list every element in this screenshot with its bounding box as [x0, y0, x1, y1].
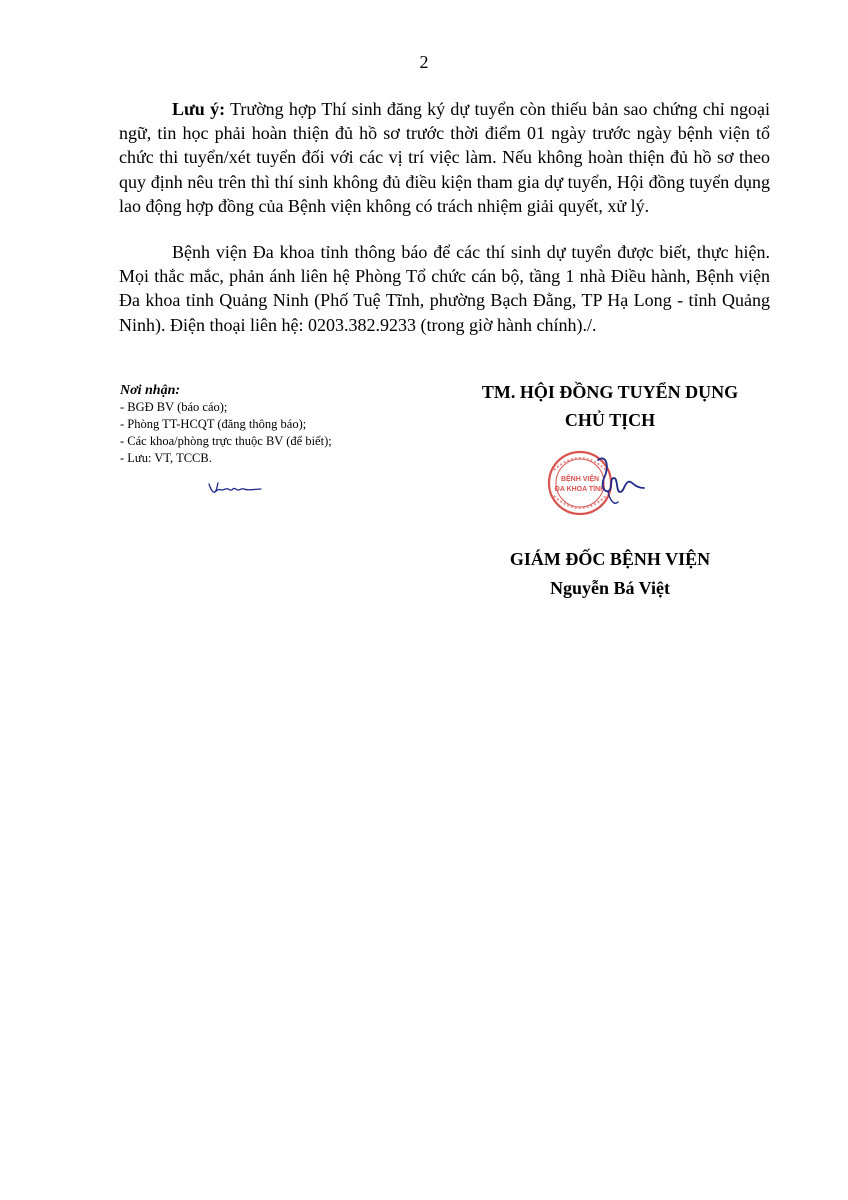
council-title: TM. HỘI ĐỒNG TUYỂN DỤNG — [481, 382, 739, 402]
initials-signature — [205, 478, 265, 503]
recipients-block — [120, 382, 420, 467]
svg-text:BỆNH VIỆN: BỆNH VIỆN — [560, 476, 600, 483]
chairman-title: CHỦ TỊCH — [564, 410, 656, 430]
note-label: Lưu ý: — [172, 99, 226, 119]
page-number: 2 — [419, 52, 429, 72]
signer-position: GIÁM ĐỐC BỆNH VIỆN — [509, 549, 711, 569]
contact-paragraph: Bệnh viện Đa khoa tỉnh thông báo để các thí sinh dự tuyển được biết, thực hiện. Mọi thắc mắc, phản ánh liên hệ Phòng Tổ chức cán bộ, tầng 1 nhà Điều hành, Bệnh viện Đa khoa tỉnh Quảng Ninh (Phố Tuệ Tĩnh, phường Bạch Đằng, TP Hạ Long - tỉnh Quảng Ninh). Điện thoại liên hệ: 0203.382.9233 (trong giờ hành chính)./. — [119, 242, 770, 335]
recipients-list — [120, 399, 420, 467]
signature-header — [448, 378, 772, 434]
official-stamp — [540, 448, 670, 525]
note-text: Trường hợp Thí sinh đăng ký dự tuyển còn thiếu bản sao chứng chỉ ngoại ngữ, tin học phải hoàn thiện đủ hồ sơ trước thời điểm 01 ngày trước ngày bệnh viện tổ chức thi tuyển/xét tuyển đối với các vị trí việc làm. Nếu không hoàn thiện đủ hồ sơ theo quy định nêu trên thì thí sinh không đủ điều kiện tham gia dự tuyển, Hội đồng tuyển dụng lao động hợp đồng của Bệnh viện không có trách nhiệm giải quyết, xử lý. — [119, 99, 770, 216]
signer-name: Nguyễn Bá Việt — [549, 578, 670, 598]
recipient-item: - Lưu: VT, TCCB. — [120, 451, 212, 465]
recipients-heading: Nơi nhận: — [120, 383, 181, 398]
signer-block — [448, 545, 772, 603]
recipient-item: - Phòng TT-HCQT (đăng thông báo); — [120, 417, 307, 431]
recipient-item: - BGĐ BV (báo cáo); — [120, 400, 228, 414]
recipient-item: - Các khoa/phòng trực thuộc BV (để biết); — [120, 434, 332, 448]
svg-text:ĐA KHOA TỈNH: ĐA KHOA TỈNH — [554, 486, 606, 493]
note-paragraph — [119, 97, 770, 218]
